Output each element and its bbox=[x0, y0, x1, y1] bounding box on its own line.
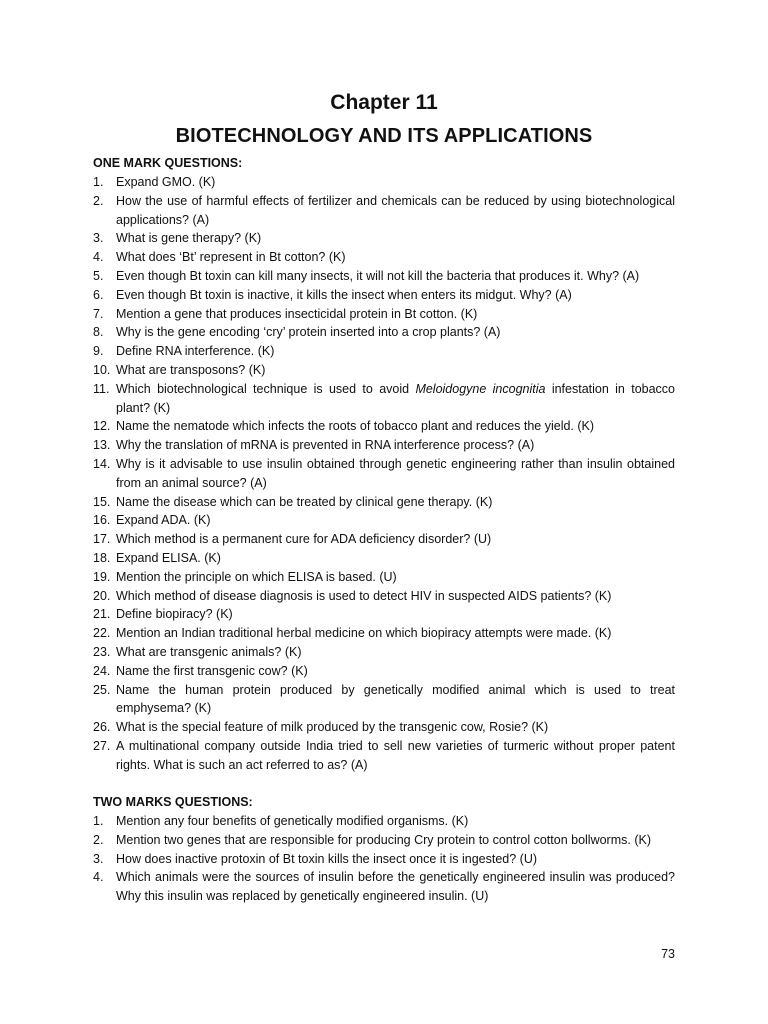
question-text: Which method of disease diagnosis is used to detect HIV in suspected AIDS patients? (K) bbox=[116, 588, 612, 603]
question-item bbox=[93, 323, 675, 342]
question-text: Which animals were the sources of insulin before the genetically engineered insulin was produced? Why this insulin was replaced by genetically engineered insulin. (U) bbox=[116, 870, 675, 904]
question-number: 3. bbox=[93, 231, 104, 246]
question-item bbox=[93, 850, 675, 869]
question-number: 1. bbox=[93, 814, 104, 828]
question-item bbox=[93, 173, 675, 192]
question-number: 10. bbox=[93, 362, 111, 377]
question-number: 16. bbox=[93, 513, 111, 528]
question-number: 19. bbox=[93, 569, 111, 584]
question-number: 2. bbox=[93, 832, 104, 847]
question-item bbox=[93, 737, 675, 775]
one-mark-question-list bbox=[93, 173, 675, 775]
question-item bbox=[93, 643, 675, 662]
question-number: 9. bbox=[93, 344, 104, 359]
question-number: 12. bbox=[93, 419, 111, 434]
question-item bbox=[93, 624, 675, 643]
question-text: What does ‘Bt’ represent in Bt cotton? (K) bbox=[116, 250, 346, 265]
question-item bbox=[93, 455, 675, 493]
question-number: 24. bbox=[93, 663, 111, 678]
question-text: Name the nematode which infects the roots of tobacco plant and reduces the yield. (K) bbox=[116, 419, 595, 434]
question-number: 2. bbox=[93, 193, 104, 208]
question-text: A multinational company outside India tried to sell new varieties of turmeric without proper patent rights. What is such an act referred to as? (A) bbox=[116, 738, 675, 772]
one-mark-heading: ONE MARK QUESTIONS: bbox=[93, 156, 243, 170]
question-text: Name the disease which can be treated by clinical gene therapy. (K) bbox=[116, 494, 493, 509]
question-text: Expand ADA. (K) bbox=[116, 513, 211, 528]
question-text: Mention any four benefits of genetically modified organisms. (K) bbox=[116, 814, 469, 828]
question-text: Why is the gene encoding ‘cry’ protein inserted into a crop plants? (A) bbox=[116, 325, 501, 340]
question-item bbox=[93, 662, 675, 681]
question-number: 6. bbox=[93, 287, 104, 302]
question-text: Define biopiracy? (K) bbox=[116, 607, 233, 622]
question-item bbox=[93, 493, 675, 512]
question-item bbox=[93, 380, 675, 418]
question-text: Even though Bt toxin is inactive, it kills the insect when enters its midgut. Why? (A) bbox=[116, 287, 572, 302]
question-text: What is gene therapy? (K) bbox=[116, 231, 262, 246]
question-item bbox=[93, 286, 675, 305]
question-text: How the use of harmful effects of fertilizer and chemicals can be reduced by using biotechnological applications? (A) bbox=[116, 193, 675, 227]
page-number: 73 bbox=[661, 947, 675, 961]
question-number: 8. bbox=[93, 325, 104, 340]
question-number: 20. bbox=[93, 588, 111, 603]
question-item bbox=[93, 192, 675, 230]
question-item bbox=[93, 229, 675, 248]
question-number: 23. bbox=[93, 644, 111, 659]
question-item bbox=[93, 812, 675, 831]
question-number: 22. bbox=[93, 626, 111, 641]
question-number: 4. bbox=[93, 870, 104, 885]
question-text: Which biotechnological technique is used to avoid bbox=[116, 381, 416, 396]
question-item bbox=[93, 417, 675, 436]
question-item bbox=[93, 681, 675, 719]
question-number: 25. bbox=[93, 682, 111, 697]
question-item bbox=[93, 530, 675, 549]
question-item bbox=[93, 436, 675, 455]
question-number: 17. bbox=[93, 532, 111, 547]
question-text: What are transgenic animals? (K) bbox=[116, 644, 302, 659]
question-text: Define RNA interference. (K) bbox=[116, 344, 275, 359]
question-number: 14. bbox=[93, 456, 111, 471]
question-item bbox=[93, 718, 675, 737]
question-item bbox=[93, 868, 675, 906]
question-text: What are transposons? (K) bbox=[116, 362, 266, 377]
question-text: Mention an Indian traditional herbal medicine on which biopiracy attempts were made. (K) bbox=[116, 626, 612, 641]
two-marks-heading: TWO MARKS QUESTIONS: bbox=[93, 795, 253, 809]
question-text: Name the human protein produced by genetically modified animal which is used to treat emphysema? (K) bbox=[116, 682, 675, 716]
two-marks-question-list bbox=[93, 812, 675, 906]
question-number: 3. bbox=[93, 851, 104, 866]
question-item bbox=[93, 248, 675, 267]
question-number: 18. bbox=[93, 550, 111, 565]
question-number: 7. bbox=[93, 306, 104, 321]
question-text: Even though Bt toxin can kill many insects, it will not kill the bacteria that produces it. Why? (A) bbox=[116, 268, 640, 283]
question-number: 15. bbox=[93, 494, 111, 509]
chapter-heading: Chapter 11 bbox=[330, 91, 438, 114]
question-item bbox=[93, 267, 675, 286]
question-text: Mention two genes that are responsible for producing Cry protein to control cotton bollworms. (K) bbox=[116, 832, 651, 847]
question-text: Mention a gene that produces insecticidal protein in Bt cotton. (K) bbox=[116, 306, 478, 321]
question-item bbox=[93, 342, 675, 361]
question-number: 27. bbox=[93, 738, 111, 753]
question-text: Name the first transgenic cow? (K) bbox=[116, 663, 308, 678]
question-item bbox=[93, 587, 675, 606]
question-item bbox=[93, 549, 675, 568]
question-number: 4. bbox=[93, 250, 104, 265]
question-item bbox=[93, 568, 675, 587]
question-text: infestation in tobacco plant? (K) bbox=[116, 381, 676, 415]
question-text: What is the special feature of milk produced by the transgenic cow, Rosie? (K) bbox=[116, 720, 549, 735]
question-item bbox=[93, 361, 675, 380]
question-item bbox=[93, 605, 675, 624]
question-number: 21. bbox=[93, 607, 111, 622]
question-number: 1. bbox=[93, 175, 104, 189]
question-text: Mention the principle on which ELISA is based. (U) bbox=[116, 569, 397, 584]
question-item bbox=[93, 305, 675, 324]
question-text: Which method is a permanent cure for ADA deficiency disorder? (U) bbox=[116, 532, 492, 547]
question-text: Expand ELISA. (K) bbox=[116, 550, 221, 565]
question-item bbox=[93, 831, 675, 850]
question-text: How does inactive protoxin of Bt toxin kills the insect once it is ingested? (U) bbox=[116, 851, 538, 866]
question-text: Expand GMO. (K) bbox=[116, 175, 216, 189]
species-name: Meloidogyne incognitia bbox=[415, 381, 546, 396]
question-number: 26. bbox=[93, 720, 111, 735]
question-text: Why the translation of mRNA is prevented in RNA interference process? (A) bbox=[116, 438, 535, 453]
chapter-title: BIOTECHNOLOGY AND ITS APPLICATIONS bbox=[175, 125, 593, 147]
question-number: 13. bbox=[93, 438, 111, 453]
question-number: 11. bbox=[93, 381, 110, 396]
question-text: Why is it advisable to use insulin obtained through genetic engineering rather than insulin obtained from an animal source? (A) bbox=[116, 456, 675, 490]
question-item bbox=[93, 511, 675, 530]
question-number: 5. bbox=[93, 268, 104, 283]
